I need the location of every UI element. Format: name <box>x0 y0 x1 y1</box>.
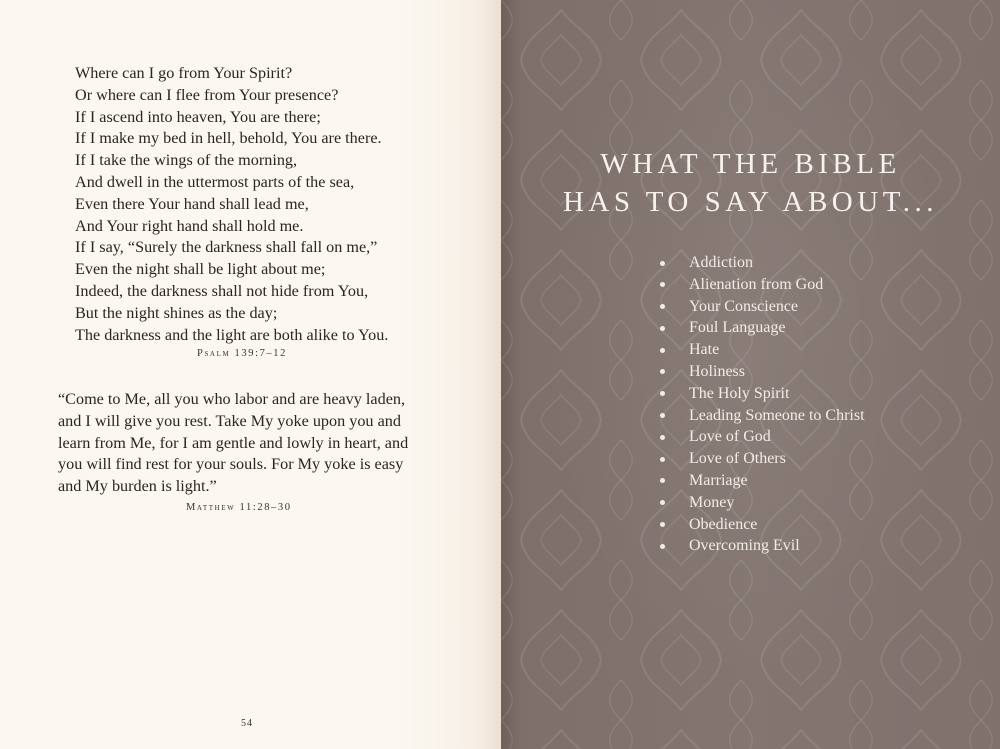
verse-line: If I ascend into heaven, You are there; <box>75 107 321 126</box>
bullet-icon <box>660 261 665 266</box>
psalm-verse <box>75 63 455 346</box>
verse-line: Or where can I flee from Your presence? <box>75 85 339 104</box>
bullet-icon <box>660 326 665 331</box>
verse-line: And dwell in the uttermost parts of the sea, <box>75 172 355 191</box>
topic-label: The Holy Spirit <box>689 384 790 402</box>
bullet-icon <box>660 522 665 527</box>
verse-line: But the night shines as the day; <box>75 303 278 322</box>
bullet-icon <box>660 304 665 309</box>
topic-label: Love of God <box>689 428 771 446</box>
topic-label: Obedience <box>689 515 758 533</box>
bullet-icon <box>660 369 665 374</box>
bullet-icon <box>660 348 665 353</box>
topic-item <box>657 405 865 427</box>
verse-line: Even there Your hand shall lead me, <box>75 194 309 213</box>
topic-label: Hate <box>689 341 720 359</box>
topic-label: Money <box>689 493 735 511</box>
verse-line: If I make my bed in hell, behold, You are there. <box>75 129 382 148</box>
verse-line: Indeed, the darkness shall not hide from You, <box>75 281 369 300</box>
matthew-verse <box>58 389 448 498</box>
topic-item <box>657 448 865 470</box>
verse-line: you will find rest for your souls. For My yoke is easy <box>58 455 404 474</box>
verse-line: Where can I go from Your Spirit? <box>75 64 293 82</box>
verse-line: Even the night shall be light about me; <box>75 260 326 279</box>
bullet-icon <box>660 391 665 396</box>
verse-line: learn from Me, for I am gentle and lowly in heart, and <box>58 433 409 452</box>
verse-line: The darkness and the light are both alike to You. <box>75 325 389 344</box>
topic-item <box>657 361 865 383</box>
verse-line: “Come to Me, all you who labor and are heavy laden, <box>58 390 406 408</box>
bullet-icon <box>660 478 665 483</box>
heading-line: HAS TO SAY ABOUT... <box>562 186 939 218</box>
topic-item <box>657 470 865 492</box>
bullet-icon <box>660 413 665 418</box>
topic-item <box>657 274 865 296</box>
section-heading <box>501 145 1000 221</box>
topic-label: Addiction <box>689 254 753 271</box>
page-number: 54 <box>241 718 253 729</box>
topic-label: Love of Others <box>689 450 786 468</box>
bullet-icon <box>660 435 665 440</box>
topic-list <box>657 252 865 557</box>
bullet-icon <box>660 544 665 549</box>
topic-label: Marriage <box>689 471 748 489</box>
topic-item <box>657 383 865 405</box>
verse-line: and My burden is light.” <box>58 477 217 496</box>
psalm-reference: Psalm 139:7–12 <box>197 348 287 359</box>
topic-label: Alienation from God <box>689 275 824 293</box>
topic-item <box>657 514 865 536</box>
topic-label: Holiness <box>689 362 745 380</box>
bullet-icon <box>660 282 665 287</box>
verse-line: And Your right hand shall hold me. <box>75 216 304 235</box>
topic-item <box>657 296 865 318</box>
topic-label: Overcoming Evil <box>689 537 800 555</box>
topic-item <box>657 535 865 557</box>
verse-line: If I take the wings of the morning, <box>75 151 298 170</box>
bullet-icon <box>660 457 665 462</box>
verse-line: and I will give you rest. Take My yoke upon you and <box>58 411 401 430</box>
topic-item <box>657 252 865 274</box>
topic-label: Leading Someone to Christ <box>689 406 865 424</box>
topic-item <box>657 317 865 339</box>
heading-line: WHAT THE BIBLE <box>600 148 901 180</box>
topic-item <box>657 426 865 448</box>
verse-line: If I say, “Surely the darkness shall fall on me,” <box>75 238 378 257</box>
right-page <box>501 0 1000 749</box>
topic-label: Foul Language <box>689 319 786 337</box>
matthew-reference: Matthew 11:28–30 <box>186 502 292 513</box>
bullet-icon <box>660 500 665 505</box>
topic-item <box>657 339 865 361</box>
topic-label: Your Conscience <box>689 297 799 315</box>
topic-item <box>657 492 865 514</box>
